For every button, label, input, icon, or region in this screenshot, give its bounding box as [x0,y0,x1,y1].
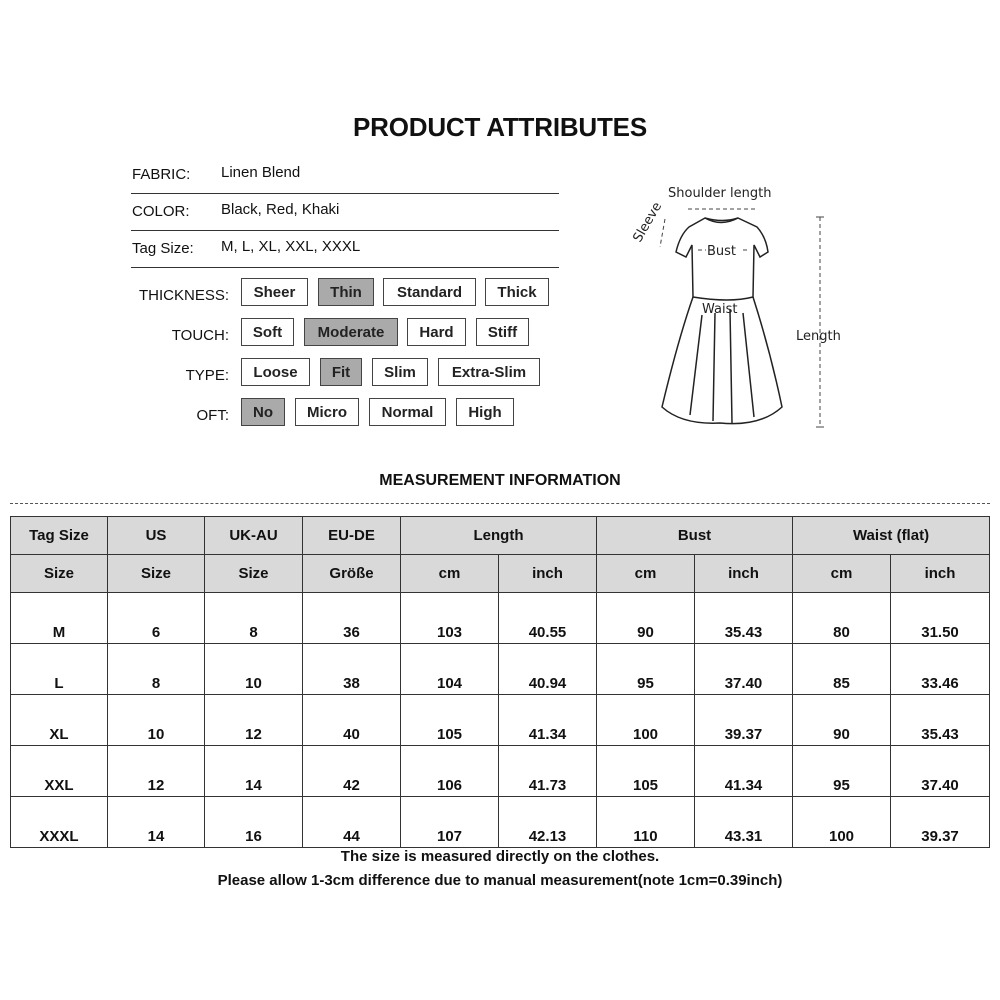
option-stiff[interactable]: Stiff [476,318,529,346]
option-thin[interactable]: Thin [318,278,374,306]
option-extra-slim[interactable]: Extra-Slim [438,358,540,386]
header-cell: inch [695,555,793,593]
cell: 10 [108,695,205,746]
header-cell: inch [499,555,597,593]
cell: 100 [793,797,891,848]
cell: 44 [303,797,401,848]
cell: 14 [205,746,303,797]
option-moderate[interactable]: Moderate [304,318,398,346]
table-row [11,644,990,695]
size-chart-table [10,516,990,848]
option-soft[interactable]: Soft [241,318,294,346]
cell: XXXL [11,797,108,848]
header-cell: Waist (flat) [793,517,990,555]
cell: 95 [597,644,695,695]
option-standard[interactable]: Standard [383,278,476,306]
cell: 95 [793,746,891,797]
dress-measurement-diagram [620,175,860,435]
header-cell: Size [11,555,108,593]
cell: 106 [401,746,499,797]
cell: 8 [108,644,205,695]
header-cell: UK-AU [205,517,303,555]
attr-fabric [131,156,559,194]
option-fit[interactable]: Fit [320,358,362,386]
cell: 39.37 [891,797,990,848]
cell: 42.13 [499,797,597,848]
header-cell: Length [401,517,597,555]
cell: 80 [793,593,891,644]
option-slim[interactable]: Slim [372,358,428,386]
cell: 42 [303,746,401,797]
attr-value: Black, Red, Khaki [221,201,340,218]
table-row [11,695,990,746]
cell: 36 [303,593,401,644]
cell: M [11,593,108,644]
bust-label: Bust [707,244,737,259]
cell: L [11,644,108,695]
header-cell: Größe [303,555,401,593]
header-cell: US [108,517,205,555]
cell: 110 [597,797,695,848]
cell: 41.34 [499,695,597,746]
header-cell: EU-DE [303,517,401,555]
cell: 37.40 [891,746,990,797]
option-normal[interactable]: Normal [369,398,446,426]
attr-label: FABRIC: [132,166,191,183]
cell: 37.40 [695,644,793,695]
option-micro[interactable]: Micro [295,398,359,426]
header-cell: Size [205,555,303,593]
table-row [11,746,990,797]
option-hard[interactable]: Hard [407,318,466,346]
attr-label: Tag Size: [132,240,194,257]
cell: 10 [205,644,303,695]
cell: 35.43 [695,593,793,644]
header-cell: cm [597,555,695,593]
cell: 40.55 [499,593,597,644]
attr-value: M, L, XL, XXL, XXXL [221,238,361,255]
cell: 14 [108,797,205,848]
option-sheer[interactable]: Sheer [241,278,308,306]
header-cell: inch [891,555,990,593]
shoulder-length-label: Shoulder length [668,186,772,201]
cell: 31.50 [891,593,990,644]
cell: XL [11,695,108,746]
page-title: PRODUCT ATTRIBUTES [353,112,647,142]
cell: 40 [303,695,401,746]
cell: 16 [205,797,303,848]
cell: 35.43 [891,695,990,746]
type-label: TYPE: [185,367,229,384]
option-high[interactable]: High [456,398,514,426]
measurement-title: MEASUREMENT INFORMATION [379,472,621,489]
note-measured: The size is measured directly on the clothes. [340,848,660,865]
header-row-2 [11,555,990,593]
cell: 41.34 [695,746,793,797]
dashed-divider [10,503,990,504]
cell: 85 [793,644,891,695]
cell: 103 [401,593,499,644]
header-cell: Size [108,555,205,593]
cell: 105 [597,746,695,797]
cell: 90 [793,695,891,746]
header-cell: cm [793,555,891,593]
cell: 41.73 [499,746,597,797]
option-no[interactable]: No [241,398,285,426]
cell: 90 [597,593,695,644]
cell: 39.37 [695,695,793,746]
header-row-1 [11,517,990,555]
sleeve-label: Sleeve [630,199,666,245]
length-label: Length [796,329,841,344]
header-cell: Tag Size [11,517,108,555]
attr-color [131,193,559,231]
thickness-label: THICKNESS: [138,287,229,304]
cell: XXL [11,746,108,797]
option-loose[interactable]: Loose [241,358,310,386]
cell: 6 [108,593,205,644]
cell: 100 [597,695,695,746]
header-cell: cm [401,555,499,593]
cell: 107 [401,797,499,848]
cell: 104 [401,644,499,695]
cell: 8 [205,593,303,644]
cell: 43.31 [695,797,793,848]
cell: 33.46 [891,644,990,695]
attr-value: Linen Blend [221,164,301,181]
header-cell: Bust [597,517,793,555]
cell: 40.94 [499,644,597,695]
cell: 105 [401,695,499,746]
waist-label: Waist [702,302,738,317]
note-allowance: Please allow 1-3cm difference due to manual measurement(note 1cm=0.39inch) [217,872,783,889]
cell: 12 [108,746,205,797]
table-row [11,593,990,644]
cell: 12 [205,695,303,746]
attr-tag-size [131,230,559,268]
touch-label: TOUCH: [171,327,229,344]
oft-label: OFT: [196,407,229,424]
table-row [11,797,990,848]
option-thick[interactable]: Thick [485,278,549,306]
attr-label: COLOR: [132,203,190,220]
cell: 38 [303,644,401,695]
